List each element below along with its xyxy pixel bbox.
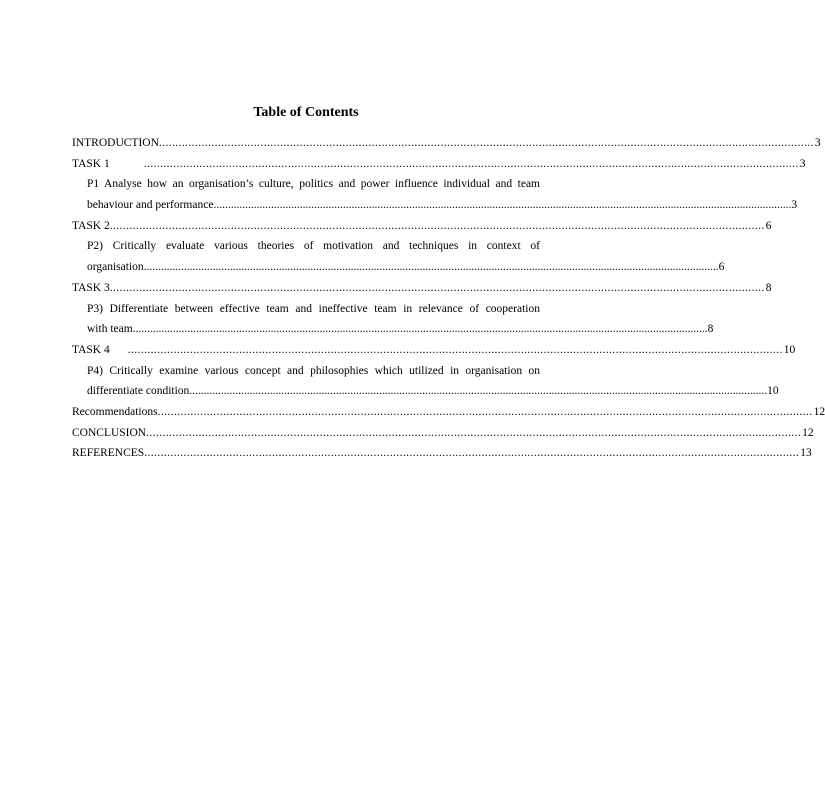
toc-entry-label: differentiate condition. <box>87 385 193 398</box>
toc-entry-page: 12 <box>802 426 814 439</box>
toc-entry-continuation <box>87 195 798 216</box>
toc-entry-label: TASK 3 <box>72 281 110 294</box>
toc-entry-label: organisation <box>87 261 144 274</box>
toc-entry-page: 8 <box>707 323 714 336</box>
toc-entry-p2[interactable] <box>87 236 725 277</box>
toc-entry-label: INTRODUCTION <box>72 137 159 149</box>
toc-entry-references[interactable] <box>72 443 812 464</box>
toc-entry-task-4[interactable] <box>72 340 796 361</box>
toc-entry-page: 3 <box>791 199 798 212</box>
toc-entry-label: TASK 2 <box>72 219 110 232</box>
dot-leader: ........................................................................................................................................................................................................ <box>132 323 708 336</box>
toc-entry-label: behaviour and performance. <box>87 199 217 212</box>
toc-entry-task-3[interactable] <box>72 278 772 299</box>
toc-entry-label: TASK 1 <box>72 157 110 170</box>
toc-title: Table of Contents <box>253 105 359 120</box>
toc-entry-continuation <box>87 319 714 340</box>
toc-entry-task-2[interactable] <box>72 216 772 237</box>
dot-leader: ........................................................................................................................................................................................................ <box>143 261 719 274</box>
toc-entry-p1[interactable] <box>87 174 798 215</box>
toc-entry-p4[interactable] <box>87 361 779 402</box>
toc-entry-page: 3 <box>799 157 806 170</box>
dot-leader: ........................................................................................................................................................................................................ <box>158 137 814 149</box>
dot-leader: ........................................................................................................................................................................................................ <box>157 405 813 418</box>
toc-entry-page: 6 <box>718 261 725 274</box>
toc-entry-page: 8 <box>765 281 772 294</box>
toc-entry-text: P1 Analyse how an organisation’s culture, politics and power influence individual and team <box>87 178 540 191</box>
dot-leader: ........................................................................................................................................................................................................ <box>192 385 768 398</box>
toc-entry-conclusion[interactable] <box>72 423 814 444</box>
dot-leader: ........................................................................................................................................................................................................ <box>109 281 765 294</box>
toc-entry-label: TASK 4 <box>72 343 110 356</box>
toc-entry-text: P3) Differentiate between effective team and ineffective team in relevance of cooperation <box>87 302 540 315</box>
toc-entry-page: 12 <box>813 405 825 418</box>
toc-entry-label: Recommendations <box>72 405 158 418</box>
toc-entry-label: CONCLUSION <box>72 426 147 439</box>
dot-leader: ........................................................................................................................................................................................................ <box>146 426 802 439</box>
toc-entry-task-1[interactable] <box>72 154 806 175</box>
toc-entry-label: REFERENCES <box>72 447 145 460</box>
toc-entry-continuation <box>87 257 725 278</box>
table-of-contents <box>72 133 825 464</box>
toc-entry-text: P2) Critically evaluate various theories of motivation and techniques in context of <box>87 240 540 253</box>
dot-leader: ........................................................................................................................................................................................................ <box>127 343 783 356</box>
dot-leader: ........................................................................................................................................................................................................ <box>144 447 800 460</box>
toc-entry-page: 13 <box>800 447 812 460</box>
toc-entry-introduction[interactable] <box>72 133 821 154</box>
toc-entry-page: 6 <box>765 219 772 232</box>
toc-entry-page: 10 <box>783 343 796 356</box>
dot-leader: ........................................................................................................................................................................................................ <box>143 157 799 170</box>
toc-entry-label: with team <box>87 323 133 336</box>
toc-entry-recommendations[interactable] <box>72 402 825 423</box>
toc-entry-p3[interactable] <box>87 299 714 340</box>
toc-entry-page: 3 <box>814 137 821 149</box>
dot-leader: ........................................................................................................................................................................................................ <box>109 219 765 232</box>
toc-entry-continuation <box>87 381 779 402</box>
toc-entry-page: 10 <box>767 385 779 398</box>
toc-entry-text: P4) Critically examine various concept and philosophies which utilized in organisation on <box>87 364 540 377</box>
dot-leader: ........................................................................................................................................................................................................ <box>216 199 792 212</box>
